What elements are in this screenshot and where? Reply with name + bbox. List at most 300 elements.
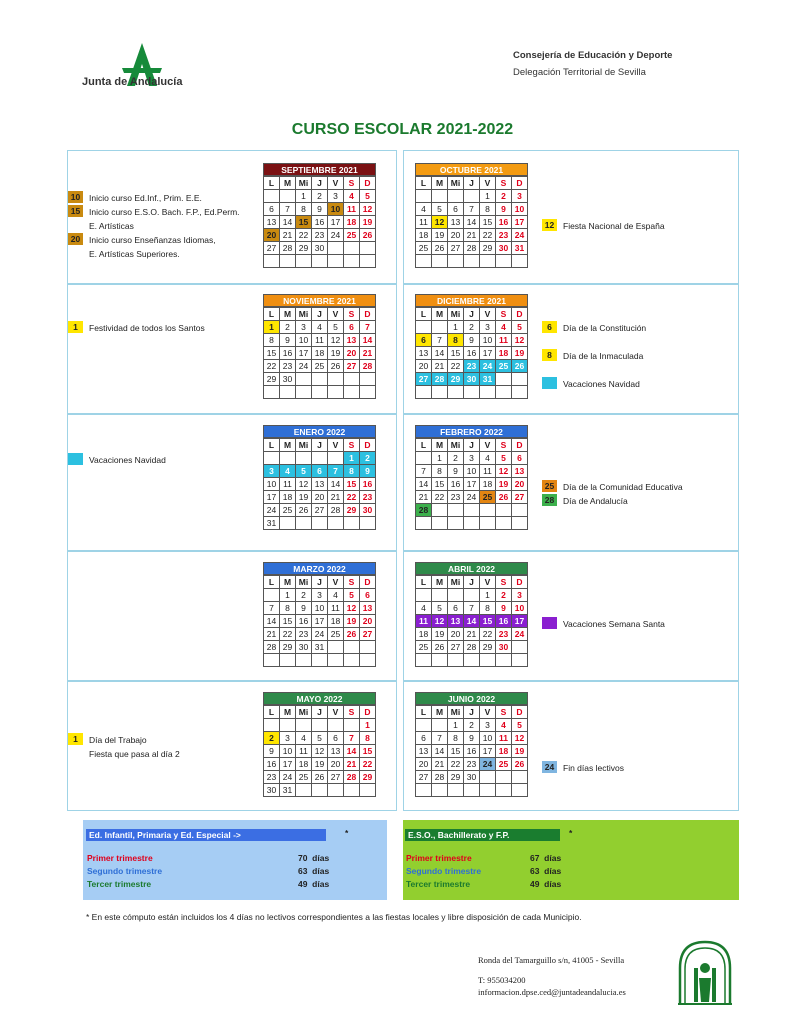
calendar-day: 13 <box>344 334 360 347</box>
calendar-day: 5 <box>512 321 528 334</box>
weekday-header: D <box>512 576 528 589</box>
calendar-day: 2 <box>296 589 312 602</box>
calendar-day: 16 <box>448 478 464 491</box>
calendar-empty-cell <box>480 255 496 268</box>
calendar-day: 11 <box>280 478 296 491</box>
month-february <box>415 425 528 530</box>
calendar-day: 12 <box>360 203 376 216</box>
calendar-day: 11 <box>416 216 432 229</box>
calendar-day: 30 <box>464 373 480 386</box>
weekday-header: V <box>480 439 496 452</box>
calendar-day: 4 <box>328 589 344 602</box>
calendar-day: 19 <box>344 615 360 628</box>
calendar-day: 1 <box>480 190 496 203</box>
legend-text: Fiesta Nacional de España <box>563 221 665 231</box>
calendar-day: 14 <box>264 615 280 628</box>
calendar-day: 22 <box>360 758 376 771</box>
calendar-day: 6 <box>312 465 328 478</box>
calendar-day: 6 <box>344 321 360 334</box>
weekday-header: V <box>328 706 344 719</box>
calendar-day: 18 <box>480 478 496 491</box>
calendar-day: 20 <box>416 360 432 373</box>
legend-feb-28 <box>542 494 628 508</box>
calendar-empty-cell <box>416 452 432 465</box>
legend-swatch: 28 <box>542 494 557 506</box>
delegation-name: Delegación Territorial de Sevilla <box>513 67 646 78</box>
calendar-empty-cell <box>496 255 512 268</box>
weekday-header: D <box>512 439 528 452</box>
calendar-day: 3 <box>280 732 296 745</box>
weekday-header: Mi <box>296 177 312 190</box>
calendar-empty-cell <box>416 517 432 530</box>
email-line: informacion.dpse.ced@juntadeandalucia.es <box>478 987 626 997</box>
month-october <box>415 163 528 268</box>
calendar-day: 8 <box>280 602 296 615</box>
calendar-day: 1 <box>448 321 464 334</box>
calendar-day: 27 <box>264 242 280 255</box>
calendar-empty-cell <box>496 373 512 386</box>
month-september <box>263 163 376 268</box>
legend-text: Vacaciones Navidad <box>89 455 166 465</box>
calendar-day: 12 <box>496 465 512 478</box>
calendar-day: 21 <box>360 347 376 360</box>
calendar-day: 12 <box>328 334 344 347</box>
calendar-day: 3 <box>480 321 496 334</box>
calendar-day: 19 <box>296 491 312 504</box>
calendar-day: 9 <box>280 334 296 347</box>
calendar-empty-cell <box>448 190 464 203</box>
summary-star: * <box>569 828 573 838</box>
calendar-day: 14 <box>464 216 480 229</box>
calendar-day: 26 <box>360 229 376 242</box>
calendar-day: 8 <box>448 732 464 745</box>
calendar-day: 2 <box>448 452 464 465</box>
calendar-empty-cell <box>360 386 376 399</box>
calendar-day: 9 <box>312 203 328 216</box>
legend-text: Día de la Constitución <box>563 323 647 333</box>
month-grid <box>263 438 376 530</box>
weekday-header: L <box>264 439 280 452</box>
calendar-day: 13 <box>416 347 432 360</box>
calendar-day: 25 <box>416 641 432 654</box>
calendar-day: 22 <box>448 360 464 373</box>
calendar-day: 15 <box>360 745 376 758</box>
calendar-empty-cell <box>480 654 496 667</box>
calendar-day: 22 <box>344 491 360 504</box>
calendar-day: 10 <box>280 745 296 758</box>
third-term-days: 49 días <box>530 879 562 889</box>
calendar-empty-cell <box>312 373 328 386</box>
calendar-day: 21 <box>432 360 448 373</box>
calendar-day: 27 <box>344 360 360 373</box>
calendar-empty-cell <box>264 452 280 465</box>
calendar-day: 10 <box>328 203 344 216</box>
calendar-empty-cell <box>328 255 344 268</box>
calendar-day: 17 <box>280 758 296 771</box>
month-header: NOVIEMBRE 2021 <box>263 294 376 307</box>
weekday-header: Mi <box>296 439 312 452</box>
calendar-day: 29 <box>448 771 464 784</box>
calendar-day: 7 <box>464 203 480 216</box>
calendar-day: 30 <box>464 771 480 784</box>
second-term-label: Segundo trimestre <box>87 866 163 876</box>
calendar-day: 15 <box>480 216 496 229</box>
calendar-day: 7 <box>416 465 432 478</box>
calendar-day: 27 <box>416 373 432 386</box>
month-grid <box>415 438 528 530</box>
calendar-empty-cell <box>360 517 376 530</box>
calendar-day: 2 <box>360 452 376 465</box>
calendar-day: 9 <box>448 465 464 478</box>
calendar-empty-cell <box>448 504 464 517</box>
weekday-header: D <box>360 308 376 321</box>
calendar-day: 18 <box>496 347 512 360</box>
calendar-day: 4 <box>416 602 432 615</box>
calendar-day: 17 <box>480 347 496 360</box>
legend-dic-vac <box>542 377 640 391</box>
calendar-day: 31 <box>512 242 528 255</box>
weekday-header: L <box>416 439 432 452</box>
calendar-day: 15 <box>296 216 312 229</box>
calendar-day: 13 <box>448 615 464 628</box>
calendar-day: 6 <box>328 732 344 745</box>
calendar-day: 17 <box>464 478 480 491</box>
calendar-day: 22 <box>432 491 448 504</box>
calendar-empty-cell <box>448 517 464 530</box>
legend-sep-15 <box>68 205 240 219</box>
legend-swatch: 10 <box>68 191 83 203</box>
calendar-day: 4 <box>480 452 496 465</box>
calendar-day: 30 <box>496 242 512 255</box>
calendar-day: 11 <box>416 615 432 628</box>
calendar-empty-cell <box>328 784 344 797</box>
calendar-empty-cell <box>344 641 360 654</box>
calendar-empty-cell <box>280 452 296 465</box>
calendar-day: 26 <box>432 641 448 654</box>
calendar-day: 8 <box>296 203 312 216</box>
calendar-day: 29 <box>480 242 496 255</box>
calendar-empty-cell <box>312 517 328 530</box>
calendar-day: 30 <box>264 784 280 797</box>
calendar-day: 26 <box>328 360 344 373</box>
calendar-day: 4 <box>344 190 360 203</box>
calendar-day: 16 <box>360 478 376 491</box>
calendar-day: 19 <box>432 229 448 242</box>
calendar-empty-cell <box>512 504 528 517</box>
second-term-label: Segundo trimestre <box>406 866 482 876</box>
calendar-day: 23 <box>264 771 280 784</box>
legend-text: Vacaciones Navidad <box>563 379 640 389</box>
calendar-day: 15 <box>344 478 360 491</box>
calendar-day: 21 <box>344 758 360 771</box>
calendar-empty-cell <box>432 386 448 399</box>
calendar-day: 19 <box>328 347 344 360</box>
calendar-empty-cell <box>264 654 280 667</box>
calendar-day: 30 <box>496 641 512 654</box>
calendar-day: 6 <box>416 732 432 745</box>
month-may <box>263 692 376 797</box>
month-header: MAYO 2022 <box>263 692 376 705</box>
month-grid <box>415 307 528 399</box>
calendar-day: 16 <box>496 216 512 229</box>
calendar-empty-cell <box>432 255 448 268</box>
calendar-empty-cell <box>512 784 528 797</box>
calendar-day: 23 <box>312 229 328 242</box>
calendar-empty-cell <box>296 255 312 268</box>
calendar-day: 1 <box>448 719 464 732</box>
legend-may-1 <box>68 733 147 747</box>
calendar-empty-cell <box>416 719 432 732</box>
calendar-day: 25 <box>296 771 312 784</box>
calendar-day: 28 <box>264 641 280 654</box>
calendar-day: 28 <box>416 504 432 517</box>
calendar-day: 7 <box>264 602 280 615</box>
calendar-day: 10 <box>480 334 496 347</box>
weekday-header: V <box>480 177 496 190</box>
calendar-day: 22 <box>448 758 464 771</box>
calendar-day: 25 <box>480 491 496 504</box>
calendar-empty-cell <box>416 784 432 797</box>
calendar-empty-cell <box>280 190 296 203</box>
calendar-empty-cell <box>264 719 280 732</box>
calendar-day: 25 <box>344 229 360 242</box>
calendar-empty-cell <box>312 452 328 465</box>
month-header: JUNIO 2022 <box>415 692 528 705</box>
calendar-empty-cell <box>496 771 512 784</box>
weekday-header: Mi <box>448 576 464 589</box>
calendar-day: 9 <box>264 745 280 758</box>
calendar-day: 4 <box>280 465 296 478</box>
calendar-day: 25 <box>496 758 512 771</box>
month-grid <box>415 176 528 268</box>
calendar-empty-cell <box>360 784 376 797</box>
calendar-day: 18 <box>280 491 296 504</box>
calendar-day: 16 <box>312 216 328 229</box>
calendar-day: 16 <box>464 347 480 360</box>
calendar-day: 24 <box>328 229 344 242</box>
calendar-day: 7 <box>432 334 448 347</box>
calendar-empty-cell <box>296 654 312 667</box>
month-grid <box>415 705 528 797</box>
legend-sep-10 <box>68 191 202 205</box>
calendar-day: 5 <box>432 203 448 216</box>
calendar-day: 2 <box>464 719 480 732</box>
calendar-day: 13 <box>328 745 344 758</box>
weekday-header: V <box>480 576 496 589</box>
legend-jun-24 <box>542 761 624 775</box>
legend-swatch <box>542 377 557 389</box>
weekday-header: J <box>464 576 480 589</box>
legend-dic-6 <box>542 321 646 335</box>
calendar-day: 26 <box>432 242 448 255</box>
calendar-empty-cell <box>432 321 448 334</box>
calendar-day: 26 <box>296 504 312 517</box>
calendar-day: 24 <box>464 491 480 504</box>
calendar-day: 3 <box>328 190 344 203</box>
calendar-day: 11 <box>312 334 328 347</box>
legend-swatch: 1 <box>68 733 83 745</box>
calendar-day: 28 <box>360 360 376 373</box>
legend-sep-20 <box>68 233 216 247</box>
weekday-header: V <box>328 177 344 190</box>
calendar-day: 4 <box>496 321 512 334</box>
first-term-days: 70 días <box>298 853 330 863</box>
calendar-day: 13 <box>264 216 280 229</box>
calendar-day: 13 <box>416 745 432 758</box>
calendar-day: 28 <box>344 771 360 784</box>
weekday-header: D <box>360 177 376 190</box>
calendar-day: 1 <box>480 589 496 602</box>
calendar-day: 25 <box>328 628 344 641</box>
calendar-day: 5 <box>512 719 528 732</box>
first-term-label: Primer trimestre <box>406 853 472 863</box>
calendar-empty-cell <box>464 654 480 667</box>
calendar-day: 21 <box>464 229 480 242</box>
calendar-day: 21 <box>328 491 344 504</box>
legend-text: Inicio curso E.S.O. Bach. F.P., Ed.Perm. <box>89 207 240 217</box>
calendar-day: 3 <box>512 589 528 602</box>
calendar-empty-cell <box>416 255 432 268</box>
calendar-empty-cell <box>344 386 360 399</box>
weekday-header: D <box>512 706 528 719</box>
calendar-day: 29 <box>296 242 312 255</box>
calendar-day: 21 <box>464 628 480 641</box>
calendar-empty-cell <box>416 589 432 602</box>
calendar-empty-cell <box>296 386 312 399</box>
calendar-empty-cell <box>464 589 480 602</box>
weekday-header: J <box>312 439 328 452</box>
calendar-day: 16 <box>264 758 280 771</box>
summary-header: E.S.O., Bachillerato y F.P. <box>405 829 560 841</box>
weekday-header: Mi <box>296 308 312 321</box>
summary-box-eso <box>403 820 739 900</box>
calendar-empty-cell <box>296 373 312 386</box>
calendar-day: 25 <box>312 360 328 373</box>
calendar-day: 18 <box>296 758 312 771</box>
legend-text: Inicio curso Ed.Inf., Prim. E.E. <box>89 193 202 203</box>
calendar-empty-cell <box>328 719 344 732</box>
month-header: MARZO 2022 <box>263 562 376 575</box>
calendar-day: 1 <box>280 589 296 602</box>
legend-subtext: Fiesta que pasa al día 2 <box>89 749 180 759</box>
calendar-empty-cell <box>312 784 328 797</box>
calendar-day: 8 <box>448 334 464 347</box>
legend-text: Día de la Comunidad Educativa <box>563 482 683 492</box>
calendar-empty-cell <box>344 255 360 268</box>
calendar-day: 27 <box>416 771 432 784</box>
legend-text: Día del Trabajo <box>89 735 147 745</box>
calendar-day: 28 <box>328 504 344 517</box>
calendar-empty-cell <box>512 517 528 530</box>
calendar-empty-cell <box>344 719 360 732</box>
legend-oct-12 <box>542 219 665 233</box>
calendar-empty-cell <box>464 504 480 517</box>
calendar-empty-cell <box>448 255 464 268</box>
calendar-day: 3 <box>264 465 280 478</box>
weekday-header: M <box>432 308 448 321</box>
calendar-empty-cell <box>480 771 496 784</box>
calendar-day: 12 <box>312 745 328 758</box>
legend-subtext: E. Artísticas <box>89 221 134 231</box>
legend-text: Fin días lectivos <box>563 763 624 773</box>
calendar-day: 11 <box>480 465 496 478</box>
calendar-empty-cell <box>496 386 512 399</box>
calendar-empty-cell <box>432 719 448 732</box>
calendar-day: 26 <box>312 771 328 784</box>
weekday-header: V <box>328 308 344 321</box>
calendar-empty-cell <box>296 784 312 797</box>
third-term-label: Tercer trimestre <box>87 879 152 889</box>
calendar-empty-cell <box>360 641 376 654</box>
calendar-empty-cell <box>496 517 512 530</box>
legend-nov-1 <box>68 321 205 335</box>
calendar-day: 27 <box>448 242 464 255</box>
calendar-day: 9 <box>496 602 512 615</box>
weekday-header: V <box>328 439 344 452</box>
calendar-day: 27 <box>312 504 328 517</box>
third-term-label: Tercer trimestre <box>406 879 471 889</box>
calendar-day: 2 <box>464 321 480 334</box>
calendar-day: 5 <box>496 452 512 465</box>
weekday-header: S <box>496 576 512 589</box>
calendar-day: 23 <box>296 628 312 641</box>
calendar-day: 20 <box>264 229 280 242</box>
calendar-empty-cell <box>264 255 280 268</box>
weekday-header: L <box>416 308 432 321</box>
calendar-day: 15 <box>448 745 464 758</box>
page-title: CURSO ESCOLAR 2021-2022 <box>291 121 514 138</box>
calendar-day: 23 <box>280 360 296 373</box>
weekday-header: D <box>360 576 376 589</box>
weekday-header: Mi <box>448 439 464 452</box>
first-term-days: 67 días <box>530 853 562 863</box>
calendar-empty-cell <box>432 654 448 667</box>
calendar-day: 29 <box>480 641 496 654</box>
calendar-day: 8 <box>344 465 360 478</box>
calendar-day: 14 <box>464 615 480 628</box>
calendar-day: 1 <box>360 719 376 732</box>
month-header: SEPTIEMBRE 2021 <box>263 163 376 176</box>
legend-swatch: 15 <box>68 205 83 217</box>
calendar-day: 24 <box>296 360 312 373</box>
calendar-empty-cell <box>432 504 448 517</box>
calendar-day: 22 <box>264 360 280 373</box>
calendar-day: 23 <box>464 758 480 771</box>
weekday-header: S <box>496 439 512 452</box>
calendar-day: 10 <box>512 203 528 216</box>
legend-subtext: E. Artísticas Superiores. <box>89 249 180 259</box>
month-march <box>263 562 376 667</box>
legend-text: Día de Andalucía <box>563 496 628 506</box>
calendar-empty-cell <box>464 255 480 268</box>
calendar-day: 31 <box>264 517 280 530</box>
calendar-empty-cell <box>328 373 344 386</box>
calendar-empty-cell <box>496 504 512 517</box>
calendar-day: 19 <box>360 216 376 229</box>
calendar-day: 15 <box>264 347 280 360</box>
calendar-day: 23 <box>496 628 512 641</box>
weekday-header: Mi <box>448 177 464 190</box>
calendar-day: 3 <box>464 452 480 465</box>
calendar-day: 30 <box>360 504 376 517</box>
calendar-empty-cell <box>280 517 296 530</box>
calendar-day: 26 <box>344 628 360 641</box>
weekday-header: S <box>496 706 512 719</box>
summary-box-infantil <box>83 820 387 900</box>
calendar-day: 12 <box>296 478 312 491</box>
calendar-day: 9 <box>464 732 480 745</box>
calendar-day: 8 <box>480 602 496 615</box>
